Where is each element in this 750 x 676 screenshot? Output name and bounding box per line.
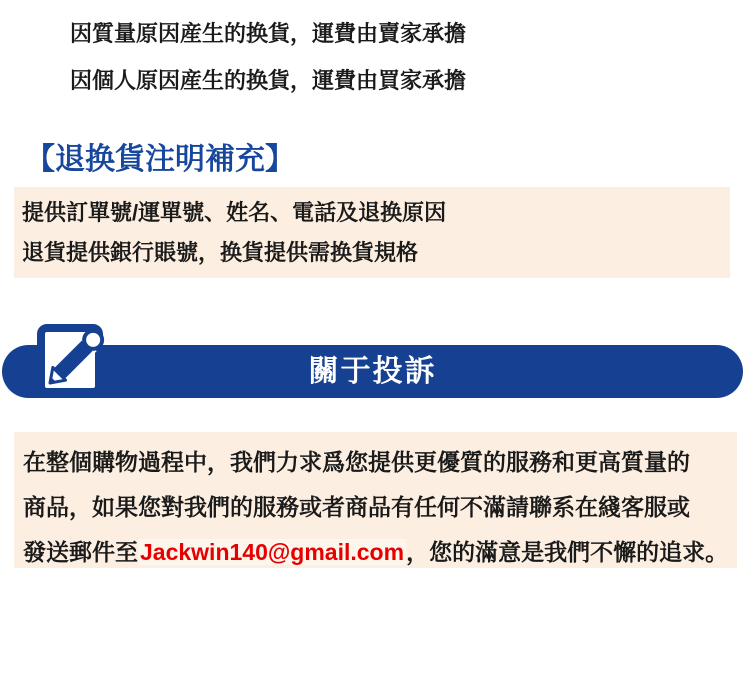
- complaint-body-line: 商品，如果您對我們的服務或者商品有任何不滿請聯系在綫客服或: [23, 494, 690, 520]
- complaint-body-line: 在整個購物過程中，我們力求爲您提供更優質的服務和更高質量的: [23, 449, 690, 475]
- complaint-panel: [14, 432, 737, 568]
- complaint-email-suffix: ，您的滿意是我們不懈的追求。: [406, 539, 729, 565]
- complaint-banner: [2, 345, 743, 398]
- return-supplement-panel: [14, 187, 730, 278]
- shipping-note-quality: 因質量原因産生的换貨，運費由賣家承擔: [70, 21, 467, 46]
- shipping-note-personal: 因個人原因産生的换貨，運費由買家承擔: [70, 68, 467, 93]
- return-instruction-line: 退貨提供銀行賬號，换貨提供需换貨規格: [22, 240, 419, 265]
- pencil-edit-icon: [36, 315, 106, 399]
- support-email: Jackwin140@gmail.com: [140, 539, 405, 565]
- return-instruction-line: 提供訂單號/運單號、姓名、電話及退换原因: [22, 200, 447, 225]
- complaint-email-prefix: 發送郵件至: [23, 539, 138, 565]
- complaint-body-line: [23, 530, 737, 575]
- return-supplement-heading: 【退换貨注明補充】: [25, 143, 295, 176]
- complaint-banner-title: 關于投訴: [308, 355, 437, 388]
